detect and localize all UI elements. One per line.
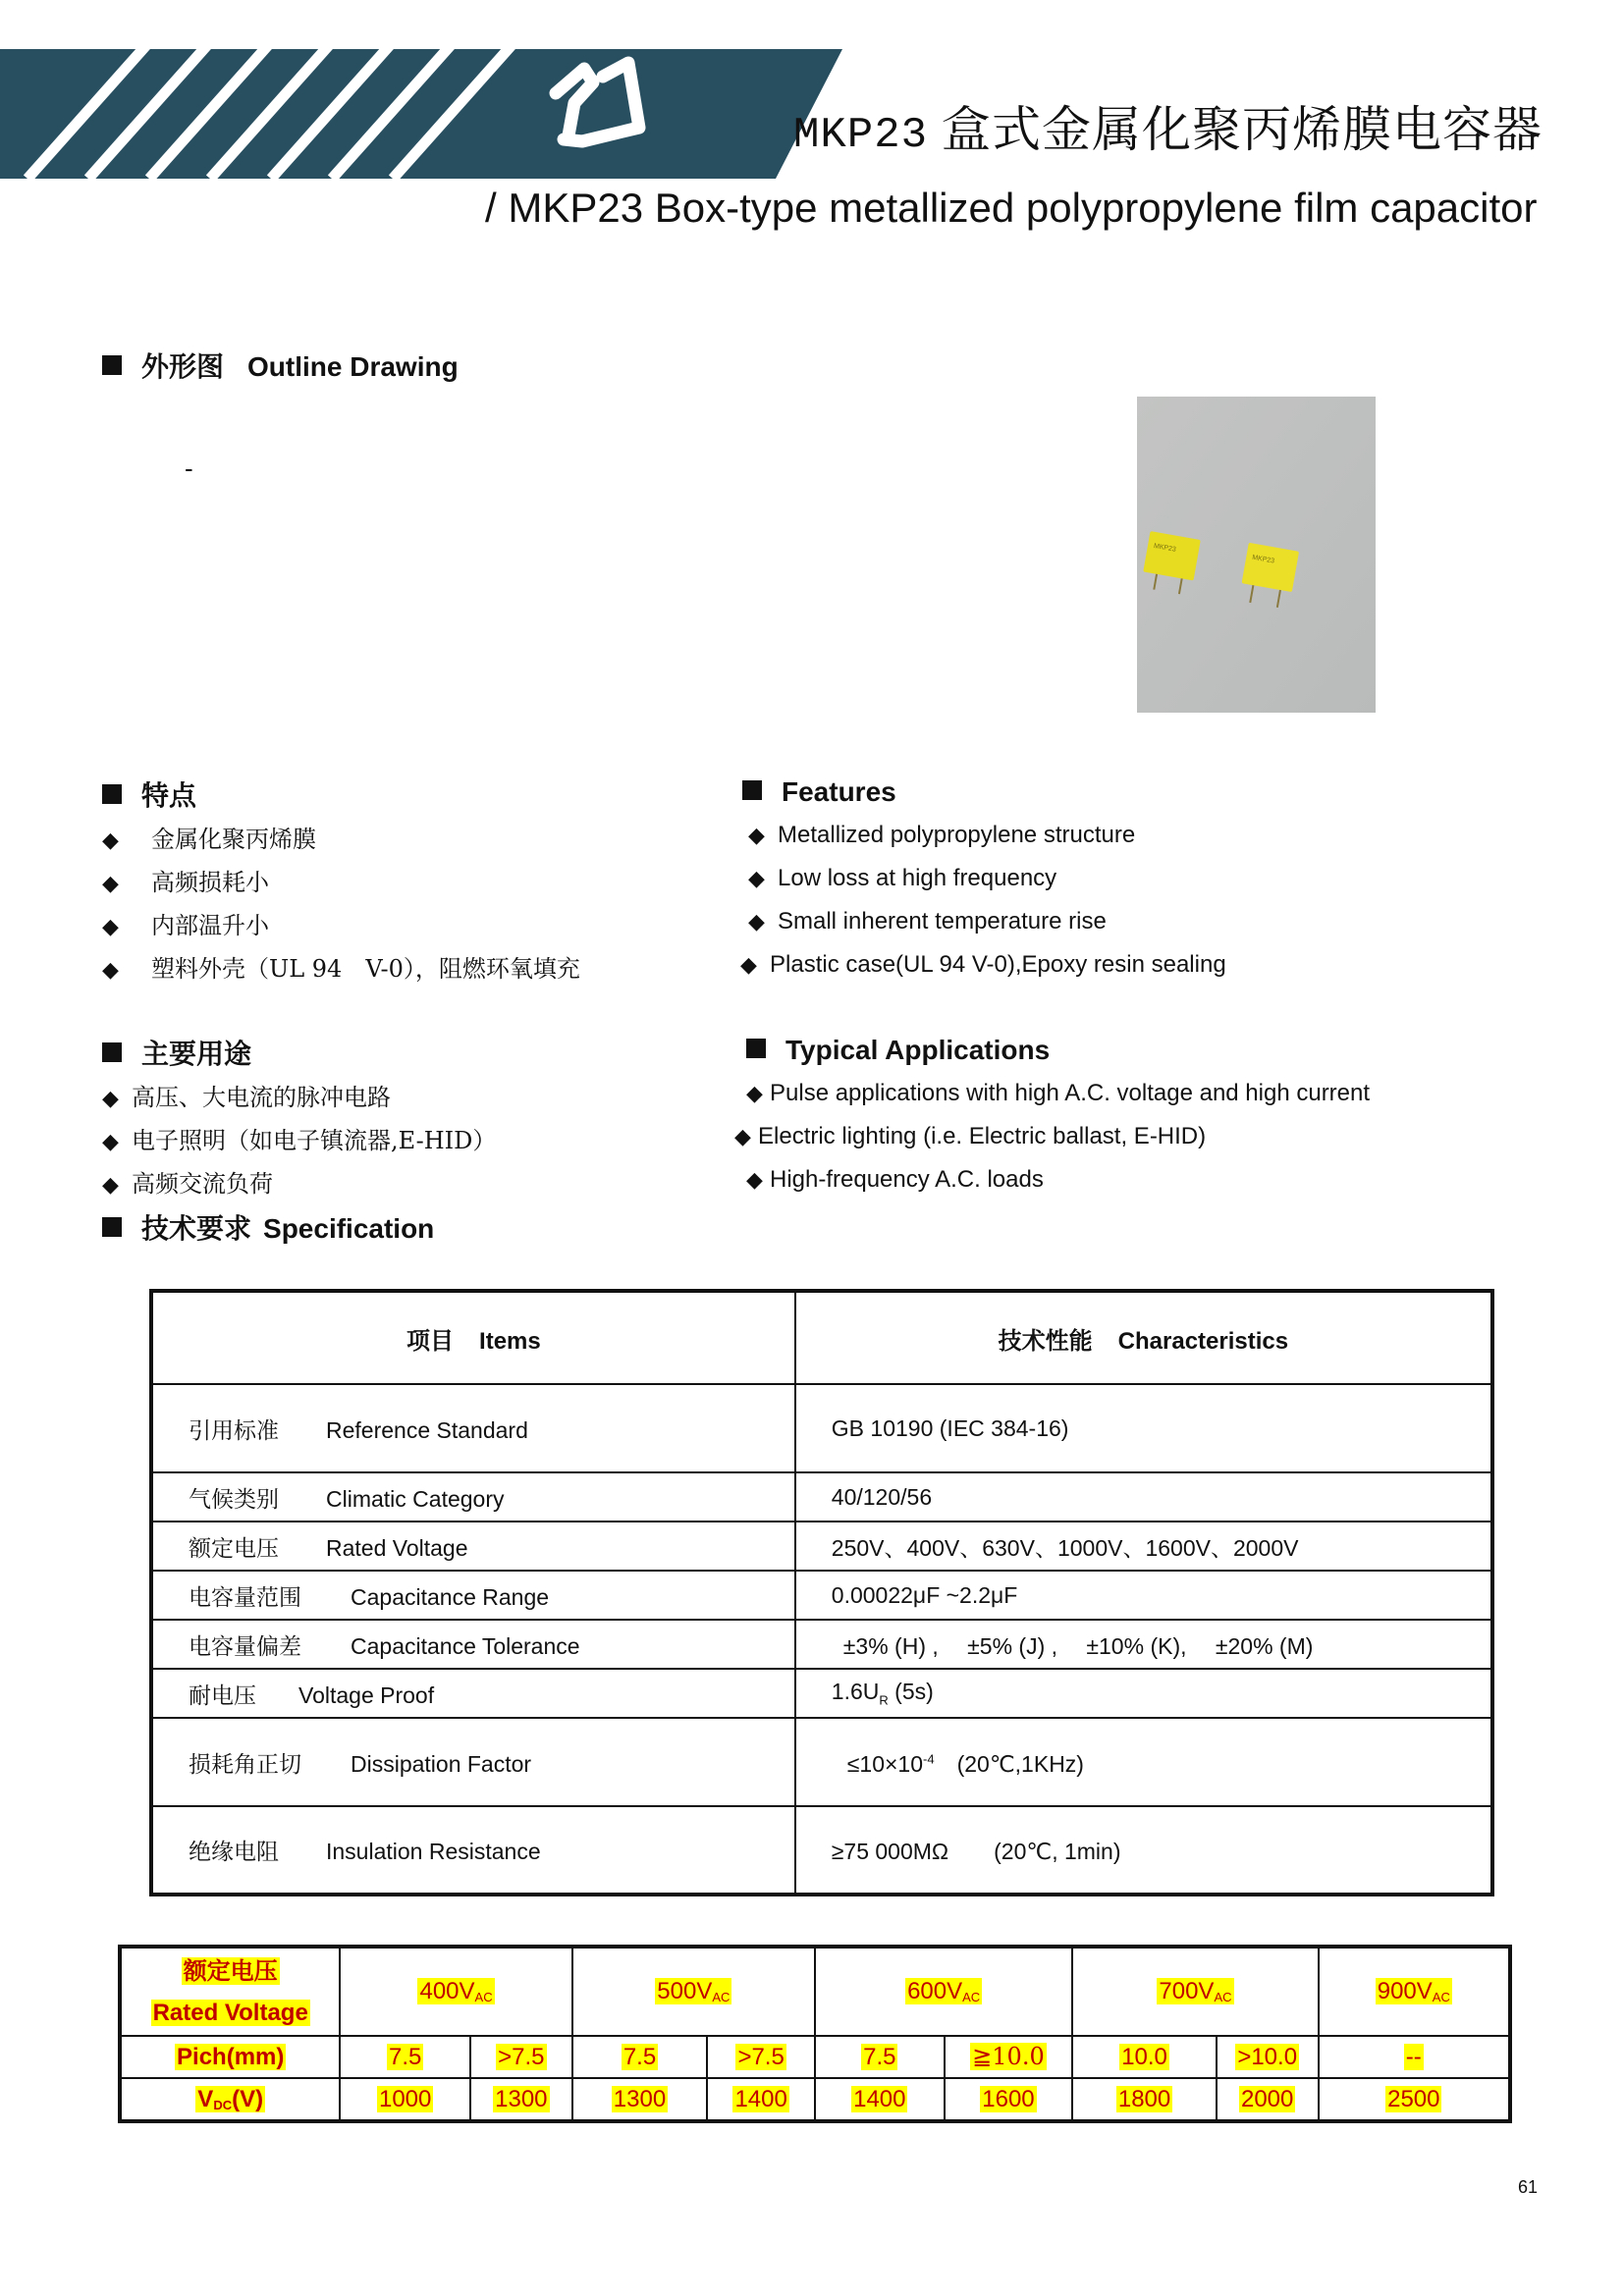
spec-item: 额定电压 Rated Voltage — [151, 1522, 795, 1571]
diamond-bullet-icon: ◆ — [102, 1172, 119, 1197]
square-bullet-icon — [742, 780, 762, 800]
spec-value: 0.00022μF ~2.2μF — [795, 1571, 1492, 1620]
vdc-cell: 2000 — [1217, 2078, 1319, 2121]
rated-voltage-label: 额定电压 Rated Voltage — [120, 1947, 340, 2036]
diamond-bullet-icon: ◆ — [102, 1086, 119, 1110]
spec-value: $\le 10\times 10^{-4}$ (20℃,1KHz) — [795, 1718, 1492, 1806]
voltage-cell: $400V_{AC}$ — [340, 1947, 571, 2036]
square-bullet-icon — [102, 784, 122, 804]
table-row — [151, 1620, 1492, 1669]
list-item: ◆ 高频交流负荷 — [102, 1170, 273, 1198]
diamond-bullet-icon: ◆ — [102, 871, 119, 895]
svg-text:MKP23: MKP23 — [1153, 542, 1177, 554]
pitch-cell: 7.5 — [340, 2036, 470, 2078]
title-code: MKP23 — [793, 111, 929, 160]
pitch-cell: 7.5 — [815, 2036, 945, 2078]
table-row — [151, 1718, 1492, 1806]
spec-item: 电容量范围 Capacitance Range — [151, 1571, 795, 1620]
spec-item: 气候类别 Climatic Category — [151, 1472, 795, 1522]
spec-item: 引用标准 Reference Standard — [151, 1384, 795, 1472]
header-items: 项目 Items — [151, 1291, 795, 1384]
diamond-bullet-icon: ◆ — [734, 1124, 751, 1148]
vdc-cell: 1300 — [470, 2078, 572, 2121]
spec-value: ±3% (H) , ±5% (J) , ±10% (K), ±20% (M) — [795, 1620, 1492, 1669]
pitch-label: Pich(mm) — [120, 2036, 340, 2078]
vdc-cell: 1800 — [1072, 2078, 1217, 2121]
spec-value: 250V、400V、630V、1000V、1600V、2000V — [795, 1522, 1492, 1571]
spec-value: 40/120/56 — [795, 1472, 1492, 1522]
spec-value: $1.6U_R$ (5s) — [795, 1669, 1492, 1718]
vdc-cell: 1300 — [572, 2078, 708, 2121]
page-title — [793, 90, 1543, 161]
voltage-cell: $600V_{AC}$ — [815, 1947, 1072, 2036]
diamond-bullet-icon: ◆ — [748, 823, 765, 847]
table-row — [151, 1472, 1492, 1522]
diamond-bullet-icon: ◆ — [746, 1167, 763, 1192]
svg-text:MKP23: MKP23 — [1251, 554, 1275, 565]
outline-placeholder: - — [185, 454, 193, 483]
vdc-cell: 1400 — [815, 2078, 945, 2121]
table-row — [151, 1384, 1492, 1472]
applications-cn-heading: 主要用途 — [102, 1033, 251, 1072]
diamond-bullet-icon: ◆ — [102, 957, 119, 982]
features-cn-heading: 特点 — [102, 774, 196, 814]
vdc-cell: 1600 — [945, 2078, 1073, 2121]
product-photo — [1137, 397, 1376, 713]
list-item: ◆ 电子照明（如电子镇流器,E-HID） — [102, 1127, 497, 1154]
square-bullet-icon — [102, 355, 122, 375]
diamond-bullet-icon: ◆ — [748, 866, 765, 890]
list-item: ◆ 高压、大电流的脉冲电路 — [102, 1084, 391, 1111]
page-subtitle: / MKP23 Box-type metallized polypropylene film capacitor — [485, 185, 1538, 231]
list-item: ◆ 塑料外壳（UL 94 V-0），阻燃环氧填充 — [102, 955, 580, 983]
list-item: ◆ 金属化聚丙烯膜 — [102, 826, 316, 853]
spec-item: 电容量偏差 Capacitance Tolerance — [151, 1620, 795, 1669]
vdc-cell: 1400 — [707, 2078, 815, 2121]
list-item: ◆ Low loss at high frequency — [748, 865, 1057, 891]
diamond-bullet-icon: ◆ — [746, 1081, 763, 1105]
pitch-cell: 7.5 — [572, 2036, 708, 2078]
page-number: 61 — [1518, 2177, 1539, 2197]
list-item: ◆ Pulse applications with high A.C. voltage and high current — [746, 1080, 1371, 1106]
voltage-table — [118, 1945, 1512, 2123]
spec-value: ≥75 000MΩ (20℃, 1min) — [795, 1806, 1492, 1895]
specification-table — [149, 1289, 1494, 1896]
outline-heading: 外形图 Outline Drawing — [102, 346, 459, 385]
spec-item: 耐电压 Voltage Proof — [151, 1669, 795, 1718]
square-bullet-icon — [102, 1217, 122, 1237]
header-banner — [0, 49, 844, 179]
features-en-heading: Features — [742, 776, 896, 808]
table-row — [151, 1806, 1492, 1895]
spec-item: 绝缘电阻 Insulation Resistance — [151, 1806, 795, 1895]
header-characteristics: 技术性能 Characteristics — [795, 1291, 1492, 1384]
pitch-cell: ≧10.0 — [945, 2036, 1073, 2078]
diamond-bullet-icon: ◆ — [102, 914, 119, 938]
pitch-cell: -- — [1319, 2036, 1510, 2078]
capacitor-image — [1137, 397, 1376, 713]
square-bullet-icon — [102, 1042, 122, 1062]
voltage-cell: $500V_{AC}$ — [572, 1947, 815, 2036]
table-header-row — [151, 1291, 1492, 1384]
spec-value: GB 10190 (IEC 384-16) — [795, 1384, 1492, 1472]
vdc-cell: 2500 — [1319, 2078, 1510, 2121]
pitch-cell: >7.5 — [470, 2036, 572, 2078]
square-bullet-icon — [746, 1039, 766, 1058]
table-row — [151, 1571, 1492, 1620]
table-row — [151, 1669, 1492, 1718]
table-row — [120, 1947, 1510, 2036]
table-row — [151, 1522, 1492, 1571]
table-row — [120, 2036, 1510, 2078]
spec-item: 损耗角正切 Dissipation Factor — [151, 1718, 795, 1806]
table-row — [120, 2078, 1510, 2121]
diamond-bullet-icon: ◆ — [740, 952, 757, 977]
diamond-bullet-icon: ◆ — [102, 1129, 119, 1153]
vdc-label: $V_{DC}(V)$ — [120, 2078, 340, 2121]
vdc-cell: 1000 — [340, 2078, 470, 2121]
list-item: ◆ 内部温升小 — [102, 912, 269, 939]
diamond-bullet-icon: ◆ — [748, 909, 765, 934]
list-item: ◆ High-frequency A.C. loads — [746, 1166, 1044, 1193]
list-item: ◆ Electric lighting (i.e. Electric ballast, E-HID) — [734, 1123, 1207, 1149]
pitch-cell: >7.5 — [707, 2036, 815, 2078]
list-item: ◆ 高频损耗小 — [102, 869, 269, 896]
applications-en-heading: Typical Applications — [746, 1035, 1050, 1066]
specification-heading: 技术要求 Specification — [102, 1207, 434, 1247]
list-item: ◆ Metallized polypropylene structure — [748, 822, 1136, 848]
title-cn: 盒式金属化聚丙烯膜电容器 — [942, 101, 1543, 158]
pitch-cell: 10.0 — [1072, 2036, 1217, 2078]
voltage-cell: $700V_{AC}$ — [1072, 1947, 1318, 2036]
pitch-cell: >10.0 — [1217, 2036, 1319, 2078]
voltage-cell: $900V_{AC}$ — [1319, 1947, 1510, 2036]
list-item: ◆ Plastic case(UL 94 V-0),Epoxy resin sealing — [740, 951, 1226, 978]
list-item: ◆ Small inherent temperature rise — [748, 908, 1107, 934]
diamond-bullet-icon: ◆ — [102, 828, 119, 852]
